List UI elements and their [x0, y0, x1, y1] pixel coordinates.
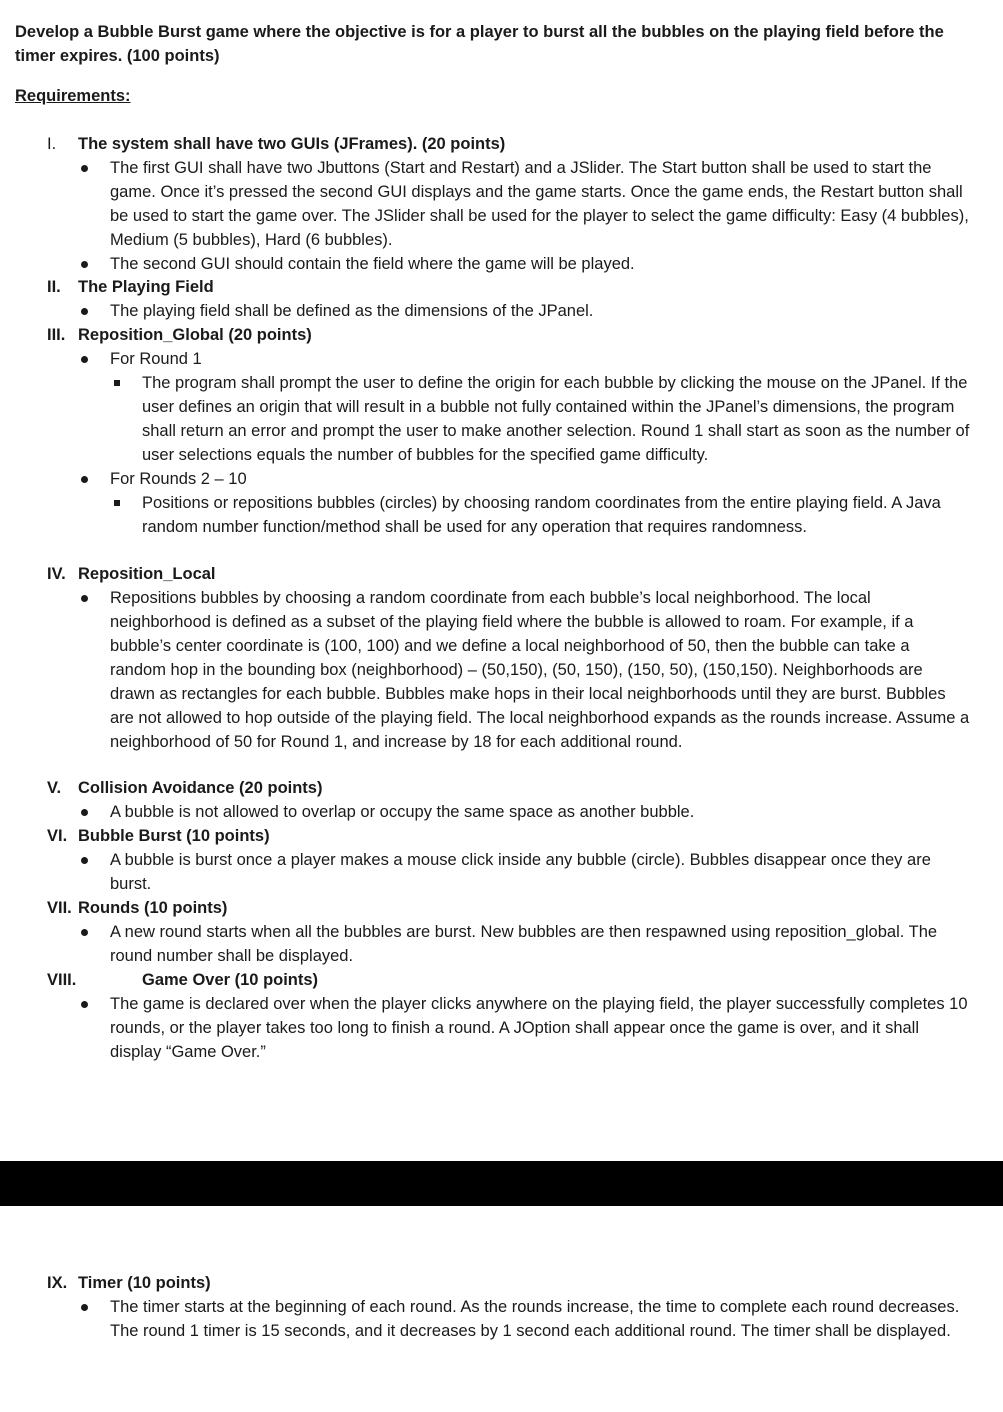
- black-band-divider: [0, 1161, 1003, 1206]
- section-numeral: V.: [47, 779, 62, 797]
- section-title: Timer (10 points): [78, 1274, 211, 1292]
- bullet-item: A bubble is burst once a player makes a mouse click inside any bubble (circle). Bubbles disappear once they are burst.: [0, 848, 970, 896]
- section-title: The system shall have two GUIs (JFrames). (20 points): [78, 135, 506, 153]
- section-title: Reposition_Local: [78, 565, 216, 583]
- bullet-item: The playing field shall be defined as the dimensions of the JPanel.: [0, 299, 970, 323]
- section-numeral: I.: [47, 135, 57, 153]
- bullet-item: The first GUI shall have two Jbuttons (Start and Restart) and a JSlider. The Start button shall be used to start the game. Once it’s pressed the second GUI displays and the game starts. Once the game ends, the Restart button shall be used to start the game over. The JSlider shall be used for the player to select the game difficulty: Easy (4 bubbles), Medium (5 bubbles), Hard (6 bubbles).: [0, 156, 970, 252]
- bullet-item: For Rounds 2 – 10: [0, 467, 970, 491]
- section-8: [0, 968, 1003, 1064]
- section-numeral: VIII.: [47, 971, 77, 989]
- section-3: [0, 323, 1003, 539]
- section-numeral: IX.: [47, 1274, 68, 1292]
- section-numeral: VII.: [47, 899, 72, 917]
- section-title: Bubble Burst (10 points): [78, 827, 270, 845]
- section-title: Reposition_Global (20 points): [78, 326, 312, 344]
- bullet-item: The timer starts at the beginning of each round. As the rounds increase, the time to complete each round decreases. The round 1 timer is 15 seconds, and it decreases by 1 second each additional round. The timer shall be displayed.: [0, 1295, 970, 1343]
- sub-bullet-item: Positions or repositions bubbles (circles) by choosing random coordinates from the entire playing field. A Java random number function/method shall be used for any operation that requires randomness.: [0, 491, 972, 539]
- section-6: [0, 824, 1003, 896]
- section-title: Collision Avoidance (20 points): [78, 779, 323, 797]
- section-1: [0, 132, 1003, 276]
- section-7: [0, 896, 1003, 968]
- section-title: The Playing Field: [78, 278, 214, 296]
- section-title: Game Over (10 points): [142, 971, 319, 989]
- section-title: Rounds (10 points): [78, 899, 228, 917]
- sub-bullet-item: The program shall prompt the user to define the origin for each bubble by clicking the mouse on the JPanel. If the user defines an origin that will result in a bubble not fully contained within the JPanel’s dimensions, the program shall return an error and prompt the user to make another selection. Round 1 shall start as soon as the number of user selections equals the number of bubbles for the specified game difficulty.: [0, 371, 972, 467]
- document-title: Develop a Bubble Burst game where the objective is for a player to burst all the bubbles on the playing field before the timer expires. (100 points): [15, 23, 944, 65]
- section-5: [0, 776, 1003, 824]
- section-numeral: VI.: [47, 827, 68, 845]
- bullet-item: The second GUI should contain the field where the game will be played.: [0, 252, 970, 276]
- section-2: [0, 275, 1003, 323]
- section-numeral: II.: [47, 278, 61, 296]
- bullet-item: For Round 1: [0, 347, 970, 371]
- requirements-heading: Requirements:: [15, 87, 131, 105]
- bullet-item: A bubble is not allowed to overlap or occupy the same space as another bubble.: [0, 800, 970, 824]
- bullet-item: A new round starts when all the bubbles are burst. New bubbles are then respawned using reposition_global. The round number shall be displayed.: [0, 920, 970, 968]
- section-4: [0, 562, 1003, 754]
- section-numeral: IV.: [47, 565, 66, 583]
- bullet-item: Repositions bubbles by choosing a random coordinate from each bubble’s local neighborhood. The local neighborhood is defined as a subset of the playing field where the bubble is allowed to roam. For example, if a bubble’s center coordinate is (100, 100) and we define a local neighborhood of 50, then the bubble can take a random hop in the bounding box (neighborhood) – (50,150), (50, 150), (150, 50), (150,150). Neighborhoods are drawn as rectangles for each bubble. Bubbles make hops in their local neighborhoods until they are burst. Bubbles are not allowed to hop outside of the playing field. The local neighborhood expands as the rounds increase. Assume a neighborhood of 50 for Round 1, and increase by 18 for each additional round.: [0, 586, 970, 754]
- section-numeral: III.: [47, 326, 66, 344]
- section-9: [0, 1271, 1003, 1343]
- bullet-item: The game is declared over when the player clicks anywhere on the playing field, the player successfully completes 10 rounds, or the player takes too long to finish a round. A JOption shall appear once the game is over, and it shall display “Game Over.”: [0, 992, 970, 1064]
